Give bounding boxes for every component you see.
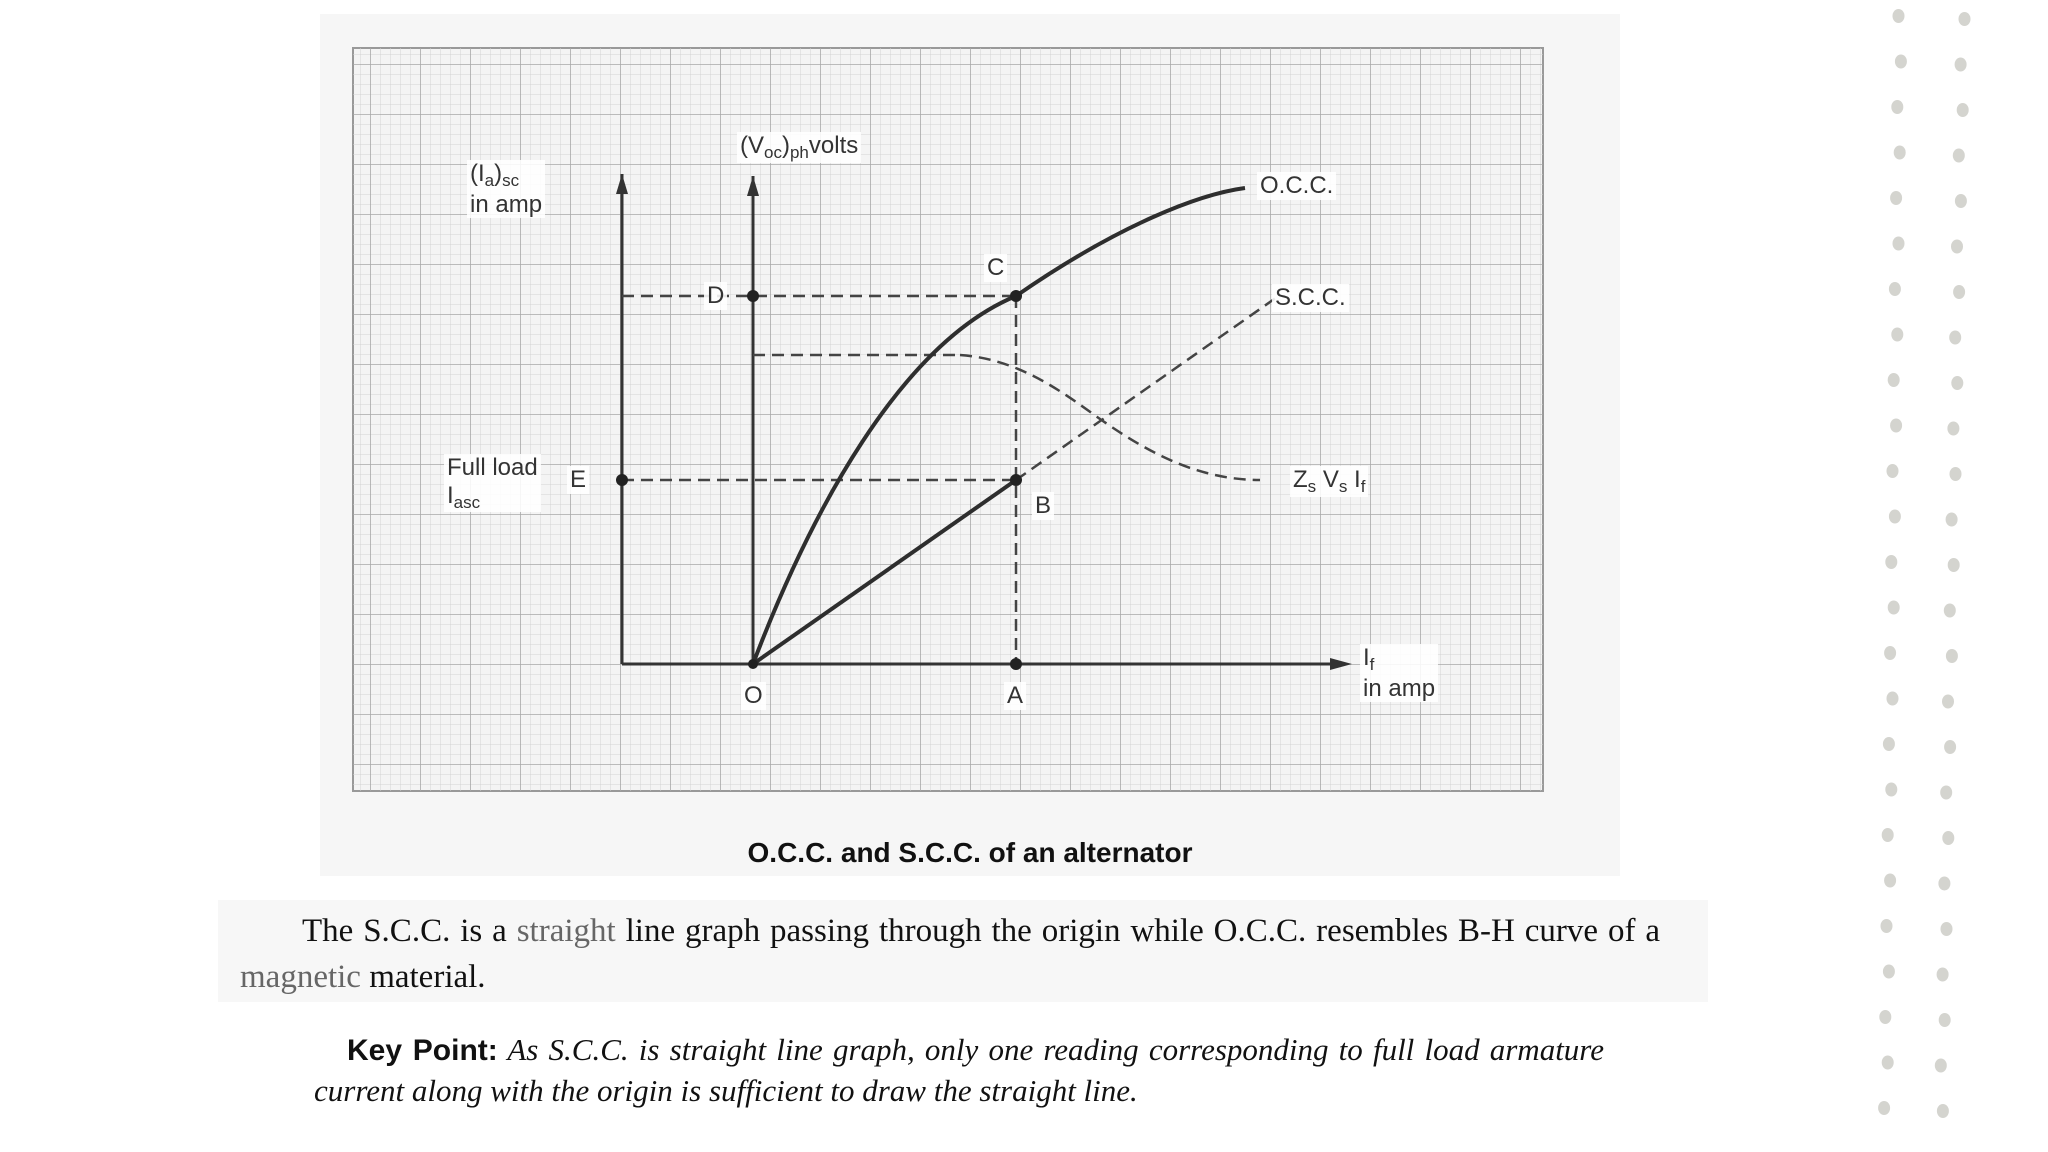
point-o [748,659,758,669]
label-o: O [741,682,766,710]
point-e [616,474,628,486]
decorative-dot [1957,103,1969,117]
full-load-label: Full load $I_{asc}$ [444,454,541,512]
figure-panel [320,14,1620,876]
decorative-dot [1959,12,1971,26]
decorative-dot [1944,740,1956,754]
decorative-dot [1885,783,1897,797]
label-a: A [1004,682,1026,710]
decorative-dot [1888,601,1900,615]
decorative-dot [1887,692,1899,706]
decorative-dot [1891,328,1903,342]
decorative-dot [1893,9,1905,23]
decorative-dot [1938,877,1950,891]
decorative-dot [1894,146,1906,160]
decorative-dot [1889,282,1901,296]
decorative-dot [1948,558,1960,572]
decorative-dot [1879,1010,1891,1024]
decorative-dot [1953,149,1965,163]
decorative-dot [1893,237,1905,251]
decorative-dot [1878,1101,1890,1115]
decorative-dot [1884,646,1896,660]
point-c [1010,290,1022,302]
occ-scc-diagram [320,14,1620,876]
decorative-dot [1942,695,1954,709]
decorative-dot [1937,1104,1949,1118]
decorative-dot [1949,331,1961,345]
zs-vs-if-label: $Z_s$ $V_s$ $I_f$ [1290,466,1368,497]
decorative-dot [1951,240,1963,254]
label-c: C [984,254,1007,282]
key-point [314,1030,1604,1111]
decorative-dot [1935,1059,1947,1073]
decorative-dot [1947,422,1959,436]
point-b [1010,474,1022,486]
decorative-dot [1882,1056,1894,1070]
voltage-axis-label: $(V_{oc})_{ph}volts$ [737,132,861,163]
key-point-label: Key Point: [347,1034,498,1067]
figure-caption: O.C.C. and S.C.C. of an alternator [747,837,1193,868]
occ-label: O.C.C. [1257,172,1336,200]
point-d [747,290,759,302]
label-e: E [567,466,589,494]
decorative-dot [1950,467,1962,481]
field-current-axis-label: $I_f$ in amp [1360,644,1438,702]
decorative-dot [1887,464,1899,478]
point-a [1010,658,1022,670]
decorative-dot [1881,919,1893,933]
decorative-dot [1937,968,1949,982]
decorative-dot [1890,191,1902,205]
decorative-dot [1890,419,1902,433]
decorative-dot [1946,513,1958,527]
label-d: D [704,282,727,310]
key-point-text: As S.C.C. is straight line graph, only one reading corresponding to full load armature current along with the origin is sufficient to draw the straight line. [314,1032,1604,1108]
scc-label: S.C.C. [1272,284,1349,312]
decorative-dot [1953,285,1965,299]
decorative-dot [1889,510,1901,524]
decorative-dot [1883,965,1895,979]
decorative-dot [1941,922,1953,936]
left-axis-label: $(I_a)_{sc}$ in amp [467,160,545,218]
decorative-dot [1885,555,1897,569]
decorative-dot [1942,831,1954,845]
decorative-dot [1940,786,1952,800]
decorative-dot [1882,828,1894,842]
decorative-dot [1955,194,1967,208]
decorative-dot [1955,58,1967,72]
decorative-dot [1883,737,1895,751]
label-b: B [1032,492,1054,520]
decorative-dot [1951,376,1963,390]
decorative-dot-border [1860,0,2000,1152]
decorative-dot [1884,874,1896,888]
decorative-dot [1895,55,1907,69]
decorative-dot [1888,373,1900,387]
body-paragraph: The S.C.C. is a straight line graph passing through the origin while O.C.C. resembles B-H curve of a magnetic material. [240,913,1661,995]
decorative-dot [1891,100,1903,114]
decorative-dot [1944,604,1956,618]
decorative-dot [1946,649,1958,663]
decorative-dot [1939,1013,1951,1027]
